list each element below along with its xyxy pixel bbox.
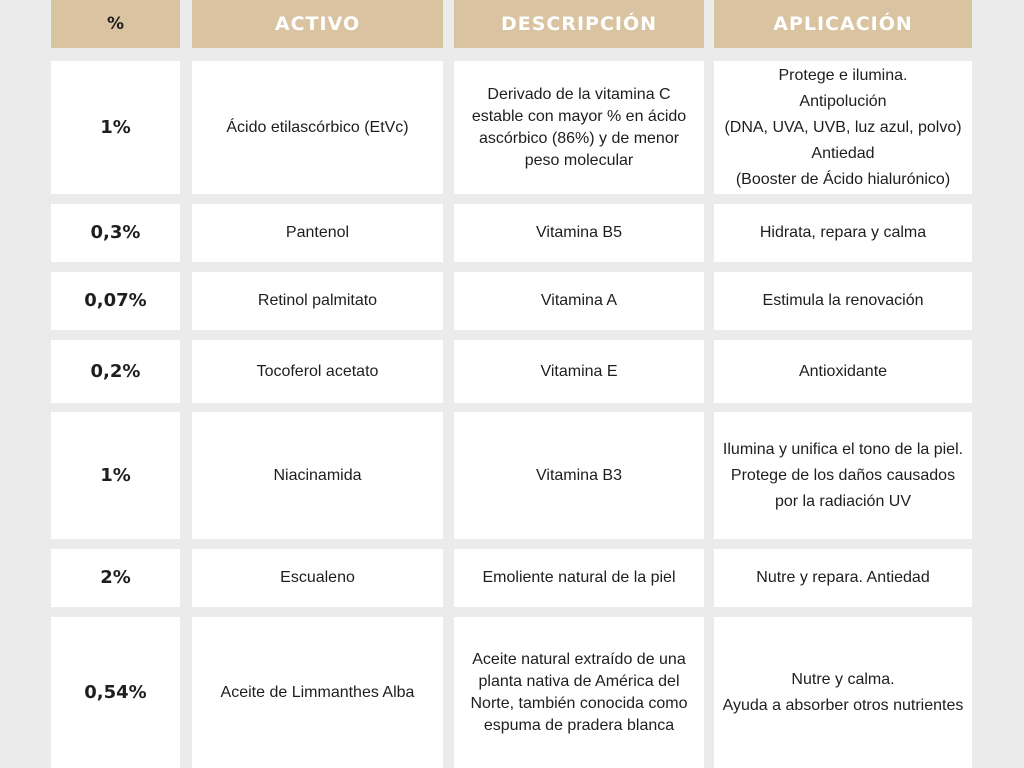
row-descripcion: Derivado de la vitamina C estable con mayor % en ácido ascórbico (86%) y de menor peso molecular bbox=[454, 61, 704, 194]
aplicacion-line: Ayuda a absorber otros nutrientes bbox=[722, 696, 964, 714]
row-descripcion: Aceite natural extraído de una planta nativa de América del Norte, también conocida como espuma de pradera blanca bbox=[454, 617, 704, 768]
row-descripcion: Vitamina B3 bbox=[454, 412, 704, 539]
row-activo: Niacinamida bbox=[192, 412, 443, 539]
header-percent: % bbox=[51, 0, 180, 48]
row-percent: 1% bbox=[51, 61, 180, 194]
row-activo: Aceite de Limmanthes Alba bbox=[192, 617, 443, 768]
row-activo: Tocoferol acetato bbox=[192, 340, 443, 403]
aplicacion-line: (Booster de Ácido hialurónico) bbox=[735, 170, 951, 188]
row-percent: 0,3% bbox=[51, 204, 180, 262]
row-activo: Escualeno bbox=[192, 549, 443, 607]
row-percent: 0,07% bbox=[51, 272, 180, 330]
row-activo: Retinol palmitato bbox=[192, 272, 443, 330]
row-percent: 0,54% bbox=[51, 617, 180, 768]
row-descripcion: Emoliente natural de la piel bbox=[454, 549, 704, 607]
header-aplicacion: APLICACIÓN bbox=[714, 0, 972, 48]
header-activo: ACTIVO bbox=[192, 0, 443, 48]
row-percent: 1% bbox=[51, 412, 180, 539]
row-activo: Ácido etilascórbico (EtVc) bbox=[192, 61, 443, 194]
row-activo: Pantenol bbox=[192, 204, 443, 262]
row-aplicacion: Hidrata, repara y calma bbox=[714, 204, 972, 262]
aplicacion-line: (DNA, UVA, UVB, luz azul, polvo) bbox=[724, 118, 962, 136]
aplicacion-line: Protege e ilumina. bbox=[778, 66, 908, 84]
row-aplicacion bbox=[714, 617, 972, 768]
row-aplicacion: Nutre y repara. Antiedad bbox=[714, 549, 972, 607]
row-percent: 0,2% bbox=[51, 340, 180, 403]
row-aplicacion: Ilumina y unifica el tono de la piel. Protege de los daños causados por la radiación UV bbox=[714, 412, 972, 539]
aplicacion-line: Antipolución bbox=[799, 92, 887, 110]
aplicacion-line: Nutre y calma. bbox=[791, 670, 895, 688]
row-aplicacion bbox=[714, 61, 972, 194]
row-aplicacion: Estimula la renovación bbox=[714, 272, 972, 330]
row-percent: 2% bbox=[51, 549, 180, 607]
header-descripcion: DESCRIPCIÓN bbox=[454, 0, 704, 48]
row-aplicacion: Antioxidante bbox=[714, 340, 972, 403]
row-descripcion: Vitamina A bbox=[454, 272, 704, 330]
aplicacion-line: Antiedad bbox=[811, 144, 875, 162]
row-descripcion: Vitamina E bbox=[454, 340, 704, 403]
row-descripcion: Vitamina B5 bbox=[454, 204, 704, 262]
